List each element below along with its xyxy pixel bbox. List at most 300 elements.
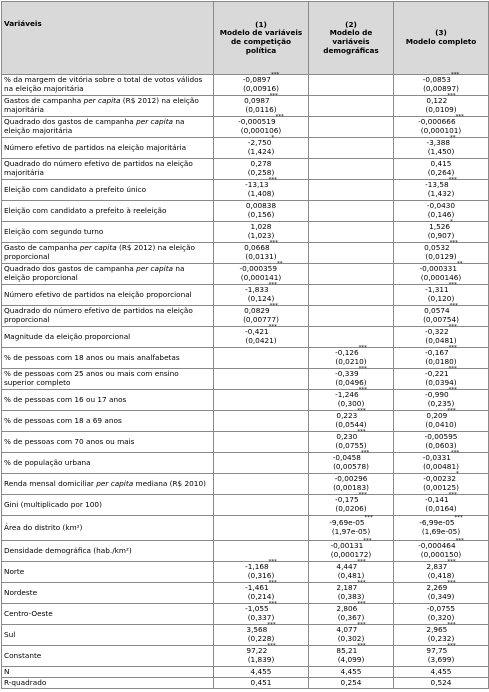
model-1-number: (1): [255, 19, 267, 29]
standard-error: (4,099): [337, 655, 365, 664]
coefficient-cell: [309, 601, 394, 625]
coefficient-cell: [214, 72, 309, 96]
coefficient-cell: [214, 369, 309, 390]
table-row: [2, 432, 489, 453]
standard-error: (1,424): [247, 147, 275, 156]
coefficient-cell: [309, 285, 394, 306]
table-row: [2, 159, 489, 180]
significance-stars: ***: [267, 643, 276, 650]
variable-label: Norte: [2, 562, 214, 583]
significance-stars: ***: [357, 580, 366, 587]
standard-error: (0,302): [337, 634, 365, 643]
stat-value: 0,451: [214, 678, 309, 689]
standard-error: (1,69e-05): [421, 527, 461, 536]
standard-error: (0,00897): [423, 84, 459, 93]
coefficient-cell: [394, 366, 489, 390]
table-row: [2, 474, 489, 495]
standard-error: (3,699): [427, 655, 455, 664]
significance-stars: ***: [267, 622, 276, 629]
coefficient-value: -0,990: [425, 390, 449, 400]
significance-stars: ***: [449, 240, 458, 247]
variable-label: Gasto de campanha per capita (R$ 2012) na eleição proporcional: [2, 243, 214, 264]
coefficient-value: -3,388: [426, 138, 451, 148]
variable-label: Área do distrito (km²): [2, 516, 214, 541]
standard-error: (0,00481): [423, 462, 459, 471]
variable-label: Nordeste: [2, 583, 214, 604]
significance-stars: ***: [270, 72, 280, 79]
standard-error: (1,450): [427, 147, 455, 156]
standard-error: (0,124): [247, 294, 275, 303]
coefficient-value: -0,0897: [242, 75, 271, 85]
standard-error: (0,120): [427, 294, 455, 303]
coefficient-cell: [394, 114, 489, 138]
coefficient-value: 0,230: [336, 432, 358, 442]
standard-error: (0,0116): [245, 105, 277, 114]
coefficient-cell: [309, 96, 394, 117]
coefficient-value: 1,028: [250, 222, 272, 232]
standard-error: (0,235): [427, 399, 455, 408]
variable-label: % de pessoas com 25 anos ou mais com ensino superior completo: [2, 369, 214, 390]
significance-stars: ***: [358, 366, 367, 373]
significance-stars: **: [276, 261, 283, 268]
coefficient-value: -0,000331: [419, 264, 457, 274]
coefficient-value: -1,833: [245, 285, 269, 295]
coefficient-cell: [214, 222, 309, 243]
significance-stars: ***: [268, 324, 277, 331]
coefficient-cell: [214, 541, 309, 562]
coefficient-cell: [214, 601, 309, 625]
significance-stars: ***: [447, 408, 456, 415]
standard-error: (0,300): [337, 399, 365, 408]
coefficient-cell: [394, 219, 489, 243]
coefficient-cell: [309, 538, 394, 562]
coefficient-value: -0,339: [335, 369, 359, 379]
standard-error: (1,432): [427, 189, 455, 198]
coefficient-value: -13,13: [245, 180, 269, 190]
coefficient-cell: [394, 538, 489, 562]
coefficient-value: -1,055: [245, 604, 269, 614]
stat-value: 0,254: [309, 678, 394, 689]
standard-error: (0,0394): [425, 378, 457, 387]
standard-error: (0,000101): [420, 126, 462, 135]
variable-label: % de pessoas com 16 ou 17 anos: [2, 390, 214, 411]
coefficient-cell: [214, 580, 309, 604]
variable-label: Eleição com candidato a prefeito à reeleição: [2, 201, 214, 222]
significance-stars: ***: [448, 492, 457, 499]
model-3-header: [394, 2, 489, 75]
significance-stars: ***: [448, 345, 457, 352]
significance-stars: ***: [357, 429, 366, 436]
standard-error: (0,0180): [425, 357, 457, 366]
table-row: [2, 646, 489, 667]
coefficient-value: -0,000359: [239, 264, 277, 274]
standard-error: (0,0206): [335, 504, 367, 513]
standard-error: (0,320): [427, 613, 455, 622]
variable-label: % de pessoas com 18 a 69 anos: [2, 411, 214, 432]
coefficient-value: 0,278: [250, 159, 272, 169]
significance-stars: ***: [449, 303, 458, 310]
coefficient-value: -0,0853: [422, 75, 451, 85]
variable-label: % de pessoas com 70 anos ou mais: [2, 432, 214, 453]
coefficient-value: -0,167: [425, 348, 449, 358]
coefficient-cell: [309, 159, 394, 180]
coefficient-cell: [214, 159, 309, 180]
significance-stars: ***: [447, 580, 456, 587]
coefficient-cell: [394, 282, 489, 306]
coefficient-cell: [394, 643, 489, 667]
model-1-title: Modelo de variáveis de competição política: [219, 28, 303, 55]
coefficient-cell: [309, 306, 394, 327]
significance-stars: ***: [455, 538, 464, 545]
coefficient-cell: [309, 559, 394, 583]
standard-error: (0,146): [427, 210, 455, 219]
significance-stars: ***: [358, 345, 367, 352]
variable-label: Quadrado do número efetivo de partidos na eleição majoritária: [2, 159, 214, 180]
coefficient-value: 1,526: [429, 222, 451, 232]
coefficient-cell: [394, 604, 489, 625]
standard-error: (0,000106): [240, 126, 282, 135]
coefficient-cell: [394, 408, 489, 432]
variable-label: Quadrado dos gastos de campanha per capita na eleição majoritária: [2, 117, 214, 138]
standard-error: (0,000150): [420, 550, 462, 559]
coefficient-cell: [394, 345, 489, 369]
coefficient-cell: [394, 177, 489, 201]
standard-error: (0,00777): [243, 315, 279, 324]
coefficient-cell: [394, 201, 489, 222]
coefficient-value: 2,965: [426, 625, 448, 635]
table-row: [2, 495, 489, 516]
coefficient-cell: [309, 75, 394, 96]
standard-error: (0,0421): [245, 336, 277, 345]
coefficient-cell: [214, 622, 309, 646]
significance-stars: ***: [455, 114, 464, 121]
significance-stars: *: [271, 135, 275, 142]
coefficient-value: 97,75: [426, 646, 448, 656]
coefficient-value: 2,806: [336, 604, 358, 614]
table-row: [2, 390, 489, 411]
coefficient-cell: [309, 429, 394, 453]
significance-stars: ***: [268, 177, 277, 184]
significance-stars: ***: [268, 282, 277, 289]
model-2-number: (2): [345, 19, 357, 29]
significance-stars: ***: [357, 643, 366, 650]
standard-error: (0,000146): [420, 273, 462, 282]
coefficient-value: -0,175: [335, 495, 359, 505]
significance-stars: *: [456, 471, 459, 478]
regression-table: [1, 1, 489, 689]
coefficient-value: -0,421: [245, 327, 269, 337]
standard-error: (0,00578): [333, 462, 369, 471]
standard-error: (0,0109): [425, 105, 457, 114]
standard-error: (0,000172): [330, 550, 372, 559]
standard-error: (0,0129): [425, 252, 457, 261]
significance-stars: **: [456, 261, 463, 268]
coefficient-cell: [214, 303, 309, 327]
coefficient-cell: [214, 495, 309, 516]
model-2-header: [309, 2, 394, 75]
standard-error: (0,0131): [245, 252, 277, 261]
variables-header: Variáveis: [2, 2, 214, 75]
coefficient-value: -0,00131: [330, 541, 364, 551]
table-row: [2, 180, 489, 201]
coefficient-cell: [309, 222, 394, 243]
table-row: [2, 516, 489, 541]
stat-label: R-quadrado: [2, 678, 214, 689]
standard-error: (0,418): [427, 571, 455, 580]
coefficient-value: 0,122: [426, 96, 448, 106]
table-row: [2, 369, 489, 390]
significance-stars: ***: [448, 366, 457, 373]
table-row: [2, 411, 489, 432]
standard-error: (0,228): [247, 634, 275, 643]
standard-error: (0,0410): [425, 420, 457, 429]
significance-stars: ***: [447, 622, 456, 629]
standard-error: (0,0603): [425, 441, 457, 450]
variable-label: Quadrado dos gastos de campanha per capita na eleição proporcional: [2, 264, 214, 285]
significance-stars: ***: [275, 114, 284, 121]
coefficient-value: 2,187: [336, 583, 358, 593]
coefficient-cell: [309, 117, 394, 138]
table-row: [2, 453, 489, 474]
coefficient-cell: [214, 559, 309, 583]
coefficient-value: 2,269: [426, 583, 448, 593]
coefficient-cell: [394, 471, 489, 495]
variable-label: % de pessoas com 18 anos ou mais analfabetas: [2, 348, 214, 369]
significance-stars: ***: [447, 93, 456, 100]
coefficient-cell: [309, 450, 394, 474]
significance-stars: ***: [357, 408, 366, 415]
standard-error: (0,481): [337, 571, 365, 580]
coefficient-cell: [394, 622, 489, 646]
coefficient-value: -1,246: [335, 390, 359, 400]
variable-label: Eleição com candidato a prefeito único: [2, 180, 214, 201]
significance-stars: ***: [269, 303, 278, 310]
variable-label: Número efetivo de partidos na eleição proporcional: [2, 285, 214, 306]
coefficient-value: 2,837: [426, 562, 448, 572]
stats-row: [2, 678, 489, 689]
coefficient-value: -0,000666: [418, 117, 456, 127]
table-row: [2, 201, 489, 222]
significance-stars: ***: [357, 559, 366, 566]
coefficient-value: 0,223: [336, 411, 358, 421]
coefficient-cell: [309, 622, 394, 646]
coefficient-value: -0,221: [425, 369, 449, 379]
table-row: [2, 625, 489, 646]
coefficient-value: -0,0331: [422, 453, 451, 463]
model-3-number: (3): [435, 28, 447, 38]
coefficient-value: -0,0430: [426, 201, 456, 211]
significance-stars: ***: [450, 450, 460, 457]
coefficient-cell: [394, 324, 489, 348]
significance-stars: ***: [269, 93, 278, 100]
standard-error: (1,839): [247, 655, 275, 664]
significance-stars: ***: [364, 515, 373, 522]
coefficient-value: -0,0458: [332, 453, 361, 463]
significance-stars: ***: [358, 492, 367, 499]
variable-label: Sul: [2, 625, 214, 646]
standard-error: (0,0164): [425, 504, 457, 513]
coefficient-cell: [394, 432, 489, 453]
coefficient-cell: [309, 201, 394, 222]
coefficient-value: -0,000464: [418, 541, 456, 551]
standard-error: (0,214): [247, 592, 275, 601]
coefficient-cell: [309, 327, 394, 348]
coefficient-value: -6,99e-05: [419, 518, 455, 528]
table-row: [2, 243, 489, 264]
table-row: [2, 604, 489, 625]
coefficient-cell: [394, 580, 489, 604]
coefficient-cell: [309, 492, 394, 516]
standard-error: (0,383): [337, 592, 365, 601]
variable-label: Número efetivo de partidos na eleição majoritária: [2, 138, 214, 159]
table-row: [2, 138, 489, 159]
standard-error: (0,00183): [333, 483, 369, 492]
coefficient-cell: [214, 348, 309, 369]
stat-value: 4,455: [214, 667, 309, 678]
significance-stars: ***: [447, 643, 456, 650]
coefficient-cell: [394, 492, 489, 516]
coefficient-value: 0,0829: [244, 306, 270, 316]
coefficient-value: -1,311: [425, 285, 449, 295]
standard-error: (0,337): [247, 613, 275, 622]
header-row: [2, 2, 489, 75]
coefficient-cell: [214, 474, 309, 495]
significance-stars: ***: [360, 450, 370, 457]
coefficient-cell: [214, 201, 309, 222]
coefficient-cell: [309, 516, 394, 541]
coefficient-value: -0,00296: [334, 474, 368, 484]
coefficient-cell: [309, 345, 394, 369]
standard-error: (0,258): [247, 168, 275, 177]
standard-error: (0,316): [247, 571, 275, 580]
coefficient-value: -0,00232: [423, 474, 457, 484]
coefficient-cell: [309, 264, 394, 285]
coefficient-cell: [214, 135, 309, 159]
significance-stars: ***: [450, 72, 460, 79]
significance-stars: ***: [268, 580, 277, 587]
significance-stars: ***: [357, 622, 366, 629]
standard-error: (0,0496): [335, 378, 367, 387]
coefficient-cell: [214, 411, 309, 432]
table-row: [2, 327, 489, 348]
standard-error: (0,0544): [335, 420, 367, 429]
standard-error: (0,907): [427, 231, 455, 240]
significance-stars: ***: [357, 601, 366, 608]
stat-value: 0,524: [394, 678, 489, 689]
standard-error: (0,00754): [423, 315, 459, 324]
stat-value: 4,455: [394, 667, 489, 678]
significance-stars: *: [450, 219, 453, 226]
coefficient-cell: [214, 93, 309, 117]
standard-error: (0,00916): [243, 84, 279, 93]
standard-error: (0,000141): [240, 273, 282, 282]
model-3-title: Modelo completo: [405, 37, 477, 46]
coefficient-cell: [309, 243, 394, 264]
variable-label: Densidade demográfica (hab./km²): [2, 541, 214, 562]
significance-stars: ***: [448, 387, 457, 394]
significance-stars: **: [450, 135, 456, 142]
coefficient-value: -0,126: [335, 348, 359, 358]
coefficient-cell: [309, 387, 394, 411]
standard-error: (0,0481): [425, 336, 457, 345]
coefficient-value: 0,0668: [244, 243, 270, 253]
standard-error: (0,0210): [335, 357, 367, 366]
coefficient-cell: [394, 93, 489, 117]
coefficient-value: -2,750: [247, 138, 272, 148]
coefficient-cell: [214, 643, 309, 667]
coefficient-value: 97,22: [246, 646, 268, 656]
coefficient-cell: [394, 72, 489, 96]
significance-stars: ***: [268, 601, 277, 608]
variable-label: Centro-Oeste: [2, 604, 214, 625]
coefficient-value: -0,0755: [426, 604, 456, 614]
coefficient-cell: [309, 580, 394, 604]
significance-stars: ***: [269, 240, 278, 247]
standard-error: (0,349): [427, 592, 455, 601]
standard-error: (0,156): [247, 210, 275, 219]
coefficient-value: -0,00595: [424, 432, 458, 442]
coefficient-cell: [309, 408, 394, 432]
coefficient-cell: [309, 138, 394, 159]
significance-stars: ***: [454, 515, 463, 522]
stat-value: 4,455: [309, 667, 394, 678]
coefficient-cell: [214, 390, 309, 411]
coefficient-cell: [394, 159, 489, 180]
coefficient-value: 0,0987: [244, 96, 270, 106]
coefficient-cell: [309, 474, 394, 495]
variable-label: Quadrado do número efetivo de partidos na eleição proporcional: [2, 306, 214, 327]
coefficient-cell: [214, 240, 309, 264]
stat-label: N: [2, 667, 214, 678]
standard-error: (0,264): [427, 168, 455, 177]
coefficient-cell: [309, 366, 394, 390]
coefficient-value: -1,461: [245, 583, 269, 593]
variable-label: Eleição com segundo turno: [2, 222, 214, 243]
coefficient-value: 0,00838: [245, 201, 277, 211]
coefficient-cell: [214, 324, 309, 348]
standard-error: (1,97e-05): [331, 527, 371, 536]
coefficient-cell: [394, 450, 489, 474]
significance-stars: ***: [268, 559, 277, 566]
table-row: [2, 583, 489, 604]
table-row: [2, 306, 489, 327]
coefficient-cell: [394, 240, 489, 264]
significance-stars: ***: [448, 324, 457, 331]
significance-stars: ***: [358, 387, 367, 394]
table-row: [2, 541, 489, 562]
table-row: [2, 285, 489, 306]
coefficient-cell: [394, 559, 489, 583]
coefficient-cell: [394, 261, 489, 285]
significance-stars: ***: [363, 538, 372, 545]
significance-stars: ***: [448, 177, 457, 184]
coefficient-cell: [214, 516, 309, 541]
coefficient-cell: [214, 282, 309, 306]
coefficient-cell: [214, 432, 309, 453]
standard-error: (0,0755): [335, 441, 367, 450]
coefficient-cell: [309, 643, 394, 667]
coefficient-cell: [214, 453, 309, 474]
coefficient-cell: [214, 177, 309, 201]
table-row: [2, 96, 489, 117]
table-row: [2, 348, 489, 369]
table-row: [2, 75, 489, 96]
standard-error: (1,408): [247, 189, 275, 198]
coefficient-cell: [394, 135, 489, 159]
table-row: [2, 222, 489, 243]
coefficient-value: 4,447: [336, 562, 358, 572]
coefficient-cell: [214, 114, 309, 138]
